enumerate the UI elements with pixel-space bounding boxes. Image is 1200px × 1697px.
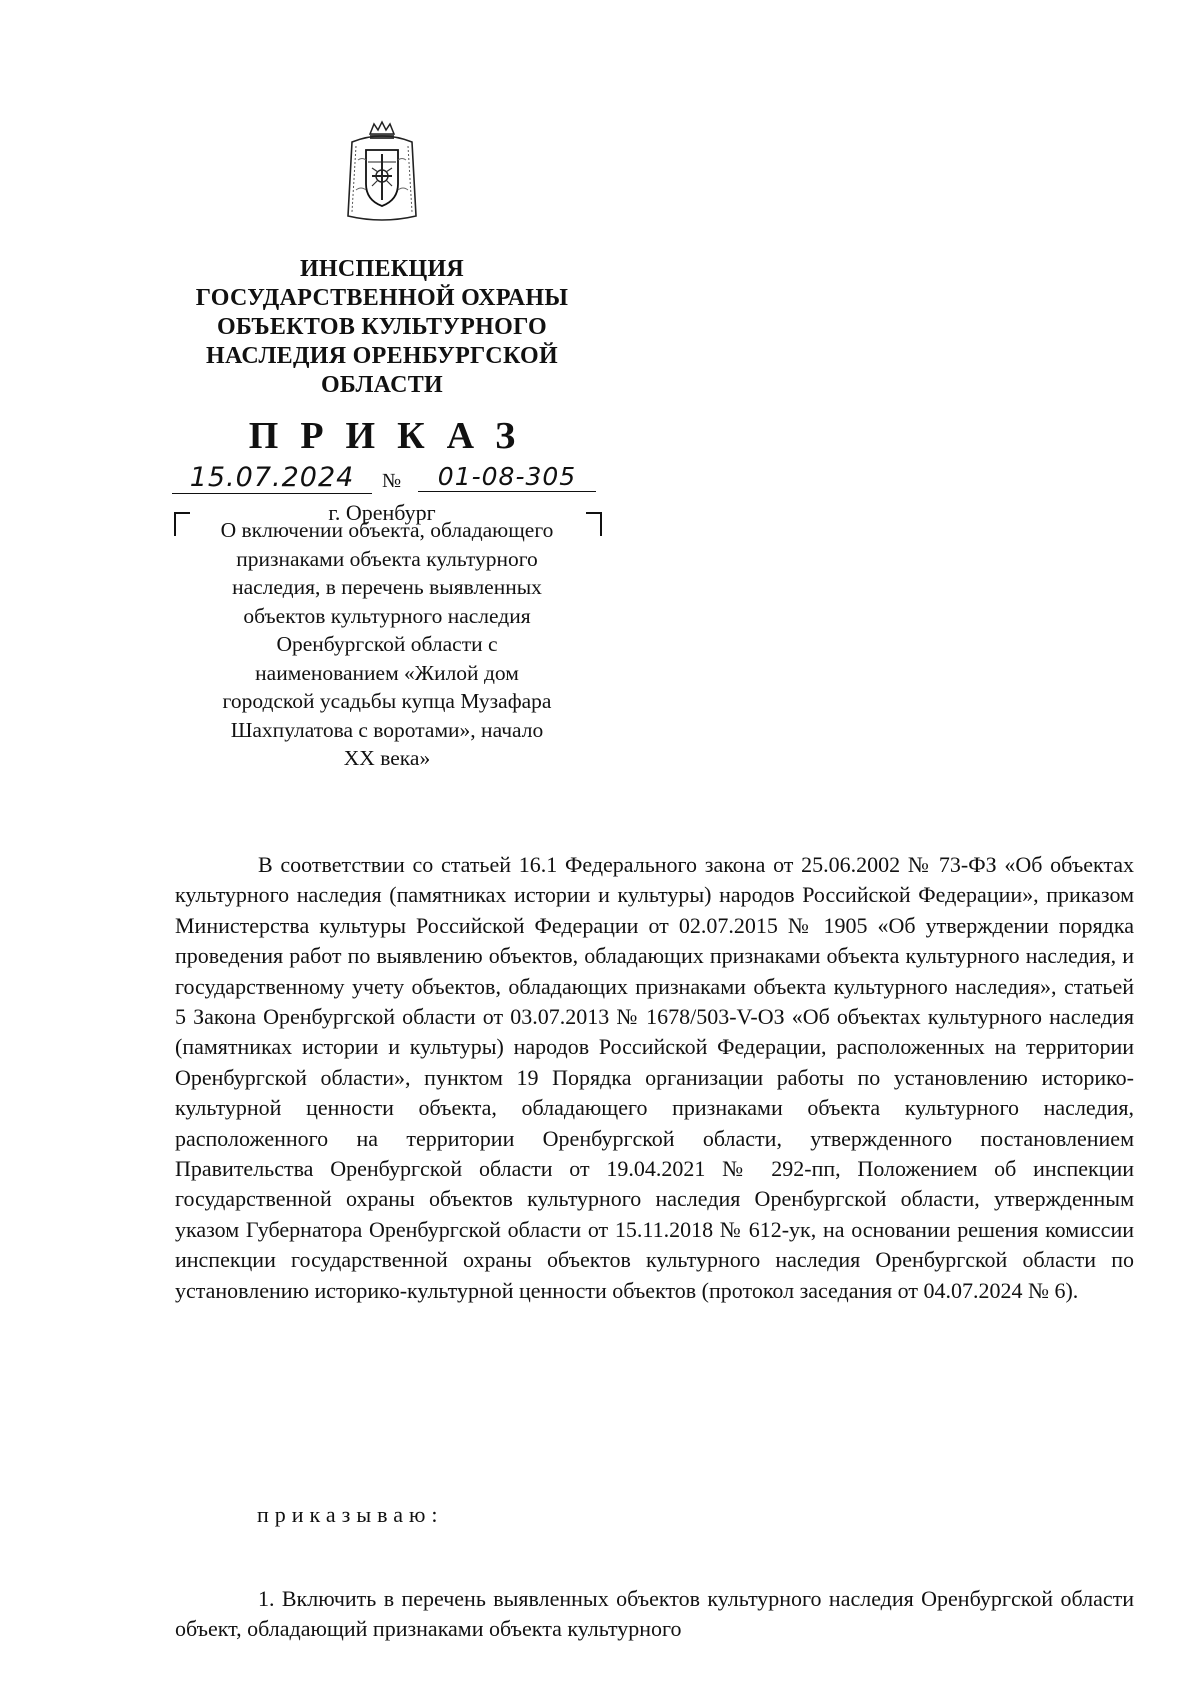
org-line: ИНСПЕКЦИЯ [299, 256, 465, 282]
point-1-paragraph: 1. Включить в перечень выявленных объектов культурного наследия Оренбургской области объект, обладающий признаками объекта культурного [175, 1586, 1134, 1642]
order-word: приказываю: [257, 1502, 444, 1527]
order-date-number-line [172, 462, 592, 496]
number-sign: № [382, 470, 402, 492]
organization-name [172, 255, 592, 400]
org-line: ОБЛАСТИ [320, 372, 444, 398]
subject-line: объектов культурного наследия [243, 603, 531, 628]
order-subject [178, 516, 596, 773]
preamble-paragraph: В соответствии со статьей 16.1 Федерального закона от 25.06.2002 № 73-ФЗ «Об объектах культурного наследия (памятниках истории и культуры) народов Российской Федерации», приказом Министерства культуры Российской Федерации от 02.07.2015 № 1905 «Об утверждении порядка проведения работ по выявлению объектов, обладающих признаками объекта культурного наследия, и государственному учету объектов, обладающих признаками объекта культурного наследия», статьей 5 Закона Оренбургской области от 03.07.2013 № 1678/503-V-ОЗ «Об объектах культурного наследия (памятниках истории и культуры) народов Российской Федерации, расположенных на территории Оренбургской области», пунктом 19 Порядка организации работы по установлению историко-культурной ценности объекта, обладающего признаками объекта культурного наследия, расположенного на территории Оренбургской области, утвержденного постановлением Правительства Оренбургской области от 19.04.2021 № 292-пп, Положением об инспекции государственной охраны объектов культурного наследия Оренбургской области, утвержденным указом Губернатора Оренбургской области от 15.11.2018 № 612-ук, на основании решения комиссии инспекции государственной охраны объектов культурного наследия Оренбургской области по установлению историко-культурной ценности объектов (протокол заседания от 04.07.2024 № 6). [175, 852, 1134, 1303]
subject-line: городской усадьбы купца Музафара [222, 689, 552, 713]
subject-line: Оренбургской области с [276, 632, 498, 656]
org-line: ОБЪЕКТОВ КУЛЬТУРНОГО [216, 314, 548, 340]
org-line: ГОСУДАРСТВЕННОЙ ОХРАНЫ [195, 285, 569, 311]
city: г. Оренбург [328, 500, 436, 525]
subject-line: XX века» [343, 746, 431, 770]
order-date: 15.07.2024 [172, 462, 372, 494]
subject-line: О включении объекта, обладающего [220, 518, 554, 542]
subject-line: наименованием «Жилой дом [255, 660, 519, 685]
coat-of-arms-emblem [342, 120, 422, 224]
subject-line: признаками объекта культурного [236, 546, 538, 571]
org-line: НАСЛЕДИЯ ОРЕНБУРГСКОЙ [206, 343, 558, 369]
document-header [172, 120, 592, 526]
subject-line: Шахпулатова с воротами», начало [230, 717, 544, 742]
subject-line: наследия, в перечень выявленных [232, 575, 542, 599]
order-number: 01-08-305 [418, 462, 596, 492]
order-title: ПРИКАЗ [248, 415, 538, 457]
